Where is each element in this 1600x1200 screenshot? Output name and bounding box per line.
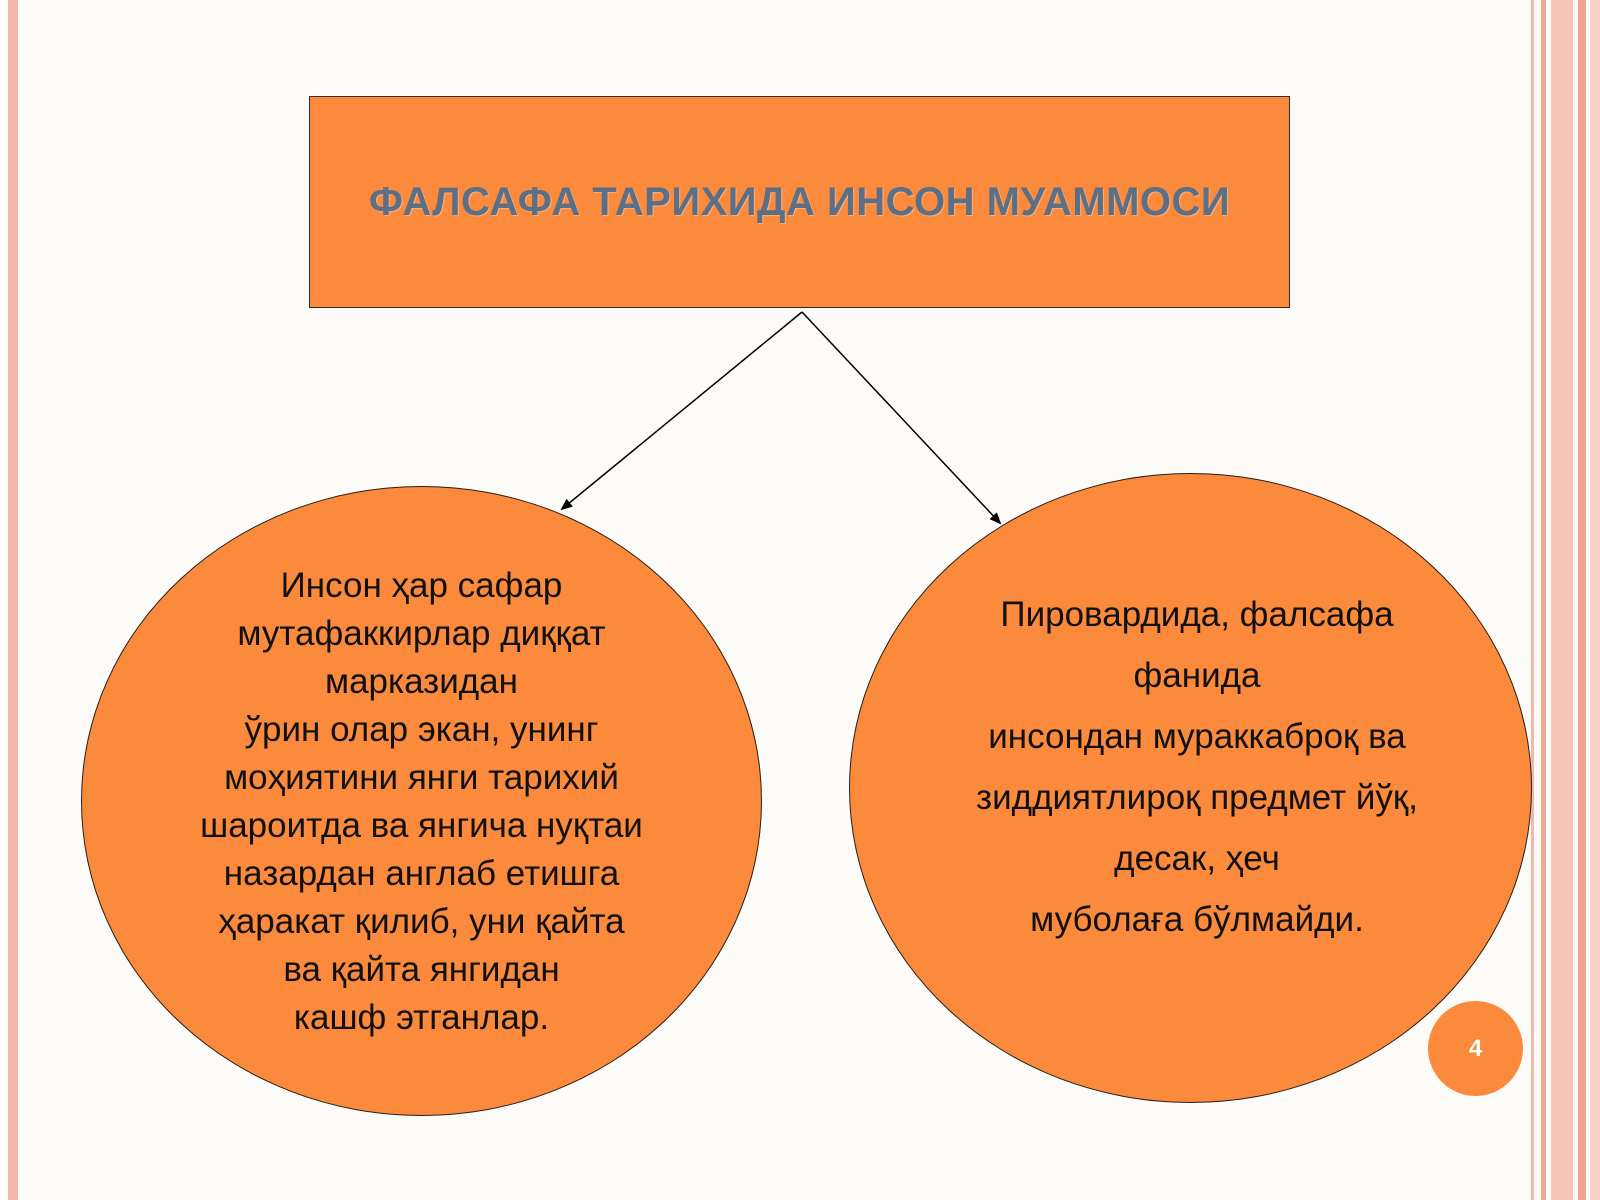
left-circle-line: назардан англаб етишга bbox=[223, 854, 620, 893]
right-decorative-stripe bbox=[1578, 0, 1586, 1200]
right-circle-line: инсондан мураккаброқ ва bbox=[988, 717, 1406, 756]
left-circle-line: мутафаккирлар диққат bbox=[237, 614, 606, 653]
left-circle-line: ўрин олар экан, унинг bbox=[244, 710, 599, 749]
left-circle-line: Инсон ҳар сафар bbox=[280, 566, 563, 605]
left-circle-line: ҳаракат қилиб, уни қайта bbox=[218, 902, 625, 941]
right-circle-line: зиддиятлироқ предмет йўқ, bbox=[976, 778, 1418, 817]
slide-title: ФАЛСАФА ТАРИХИДА ИНСОН МУАММОСИ bbox=[368, 179, 1231, 224]
right-decorative-stripe bbox=[1541, 0, 1546, 1200]
right-circle-line: фанида bbox=[1133, 656, 1261, 695]
left-circle-text bbox=[120, 562, 723, 1042]
right-circle-text bbox=[900, 584, 1494, 950]
right-circle-line: муболаға бўлмайди. bbox=[1030, 900, 1364, 939]
left-decorative-stripe bbox=[8, 0, 18, 1200]
arrow-to-right-circle bbox=[802, 312, 1000, 523]
right-circle-line: Пировардида, фалсафа bbox=[1000, 595, 1394, 634]
title-box bbox=[309, 96, 1290, 308]
left-circle-line: шароитда ва янгича нуқтаи bbox=[200, 806, 643, 845]
right-decorative-stripe bbox=[1531, 0, 1534, 1200]
arrow-to-left-circle bbox=[562, 312, 802, 509]
right-decorative-stripe bbox=[1551, 0, 1573, 1200]
page-number-badge: 4 bbox=[1428, 1001, 1523, 1096]
right-decorative-stripe bbox=[1590, 0, 1600, 1200]
right-circle-line: десак, ҳеч bbox=[1114, 839, 1280, 878]
left-circle-line: кашф этганлар. bbox=[293, 998, 550, 1037]
left-circle-line: марказидан bbox=[325, 662, 518, 701]
left-circle-line: ва қайта янгидан bbox=[283, 950, 560, 989]
left-circle-line: моҳиятини янги тарихий bbox=[224, 758, 619, 797]
